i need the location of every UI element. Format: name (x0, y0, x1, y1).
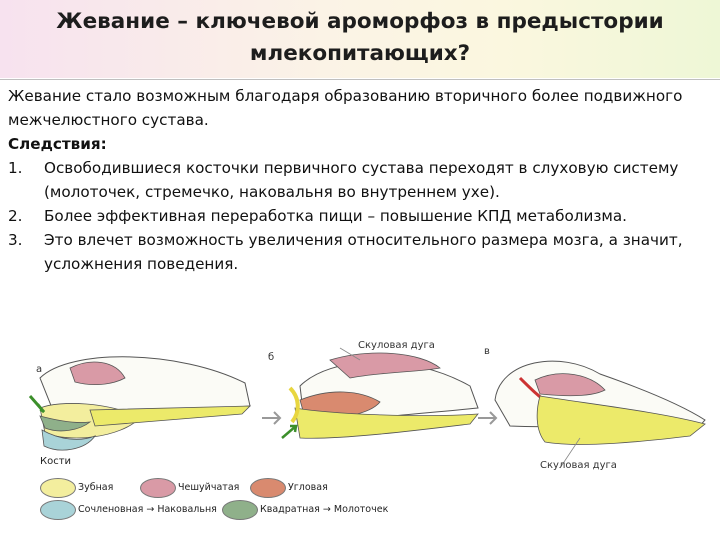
slide-body (8, 84, 716, 276)
item-number: 3. (8, 231, 23, 249)
legend-label-angular: Угловая (288, 482, 328, 493)
legend-label-dentary: Зубная (78, 482, 114, 493)
skull-c (495, 361, 705, 468)
legend-swatch-articular (40, 500, 76, 520)
zygomatic-arch-label-bottom: Скуловая дуга (540, 460, 617, 471)
intro-paragraph: Жевание стало возможным благодаря образованию вторичного более подвижного межчелюстного сустава. (8, 87, 683, 129)
legend-swatch-quadrate (222, 500, 258, 520)
skull-b (282, 348, 478, 438)
skull-evolution-figure (0, 338, 720, 540)
legend-swatch-dentary (40, 478, 76, 498)
legend-swatch-angular (250, 478, 286, 498)
legend-title: Кости (40, 456, 72, 467)
consequences-heading: Следствия: (8, 135, 107, 153)
panel-label-a: а (36, 364, 43, 375)
arrow-right-icon (262, 412, 280, 424)
skull-a (30, 357, 250, 450)
item-text: Более эффективная переработка пищи – повышение КПД метаболизма. (44, 207, 627, 225)
arrow-right-icon (478, 412, 496, 424)
item-text: Освободившиеся косточки первичного сустава переходят в слуховую систему (молоточек, стремечко, наковальня во внутреннем ухе). (44, 159, 679, 201)
legend-label-quadrate: Квадратная → Молоточек (260, 504, 389, 515)
legend-swatch-squamosal (140, 478, 176, 498)
item-text: Это влечет возможность увеличения относительного размера мозга, а значит, усложнения поведения. (44, 231, 683, 273)
item-number: 1. (8, 159, 23, 177)
legend-label-squamosal: Чешуйчатая (178, 482, 240, 493)
slide-title: Жевание – ключевой ароморфоз в предыстории млекопитающих? (56, 9, 664, 66)
title-separator (0, 79, 720, 80)
consequence-item (8, 228, 716, 276)
panel-label-c: в (484, 346, 490, 357)
consequence-item (8, 204, 716, 228)
consequence-item (8, 156, 716, 204)
item-number: 2. (8, 207, 23, 225)
legend-label-articular: Сочленовная → Наковальня (78, 504, 217, 515)
panel-label-b: б (268, 352, 275, 363)
zygomatic-arch-label-top: Скуловая дуга (358, 340, 435, 351)
